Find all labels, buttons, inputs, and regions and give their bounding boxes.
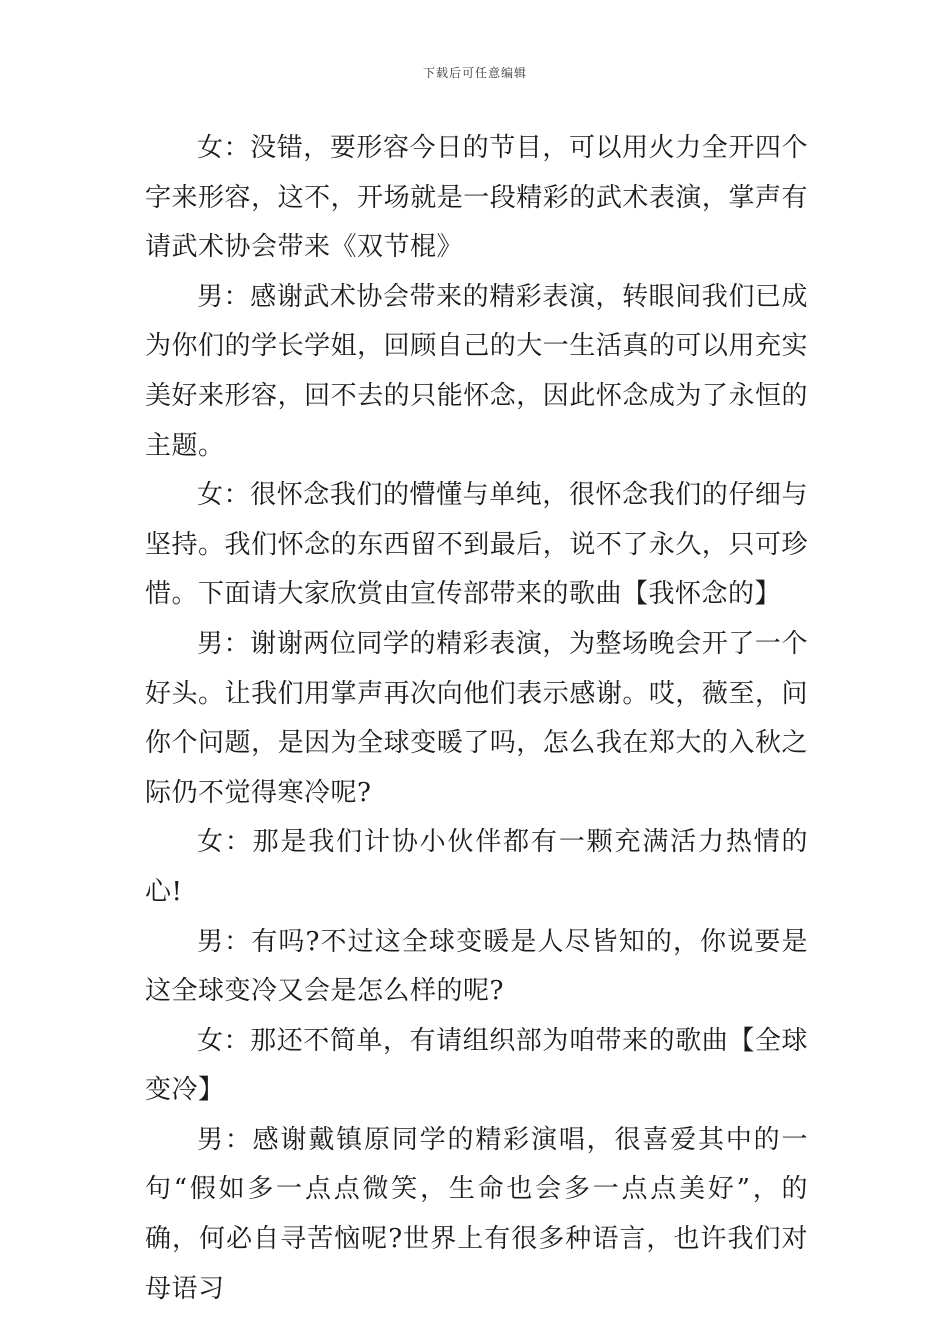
document-body <box>145 124 808 1314</box>
dialogue-paragraph: 女：没错，要形容今日的节目，可以用火力全开四个字来形容，这不，开场就是一段精彩的武术表演，掌声有请武术协会带来《双节棍》 <box>145 133 808 263</box>
dialogue-paragraph: 女：那是我们计协小伙伴都有一颗充满活力热情的心! <box>145 827 808 907</box>
dialogue-paragraph: 男：谢谢两位同学的精彩表演，为整场晚会开了一个好头。让我们用掌声再次向他们表示感谢。哎，薇至，问你个问题，是因为全球变暖了吗，怎么我在郑大的入秋之际仍不觉得寒冷呢? <box>145 628 808 808</box>
dialogue-paragraph: 男：有吗?不过这全球变暖是人尽皆知的，你说要是这全球变冷又会是怎么样的呢? <box>145 926 808 1007</box>
dialogue-paragraph: 男：感谢戴镇原同学的精彩演唱，很喜爱其中的一句“假如多一点点微笑，生命也会多一点点美好”，的确，何必自寻苦恼呢?世界上有很多种语言，也许我们对母语习 <box>145 1124 808 1304</box>
page-header: 下载后可任意编辑 <box>422 66 527 80</box>
dialogue-paragraph: 女：很怀念我们的懵懂与单纯，很怀念我们的仔细与坚持。我们怀念的东西留不到最后，说不了永久，只可珍惜。下面请大家欣赏由宣传部带来的歌曲【我怀念的】 <box>145 480 808 610</box>
dialogue-paragraph: 女：那还不简单，有请组织部为咱带来的歌曲【全球变冷】 <box>145 1025 808 1106</box>
dialogue-paragraph: 男：感谢武术协会带来的精彩表演，转眼间我们已成为你们的学长学姐，回顾自己的大一生活真的可以用充实美好来形容，回不去的只能怀念，因此怀念成为了永恒的主题。 <box>145 281 808 461</box>
